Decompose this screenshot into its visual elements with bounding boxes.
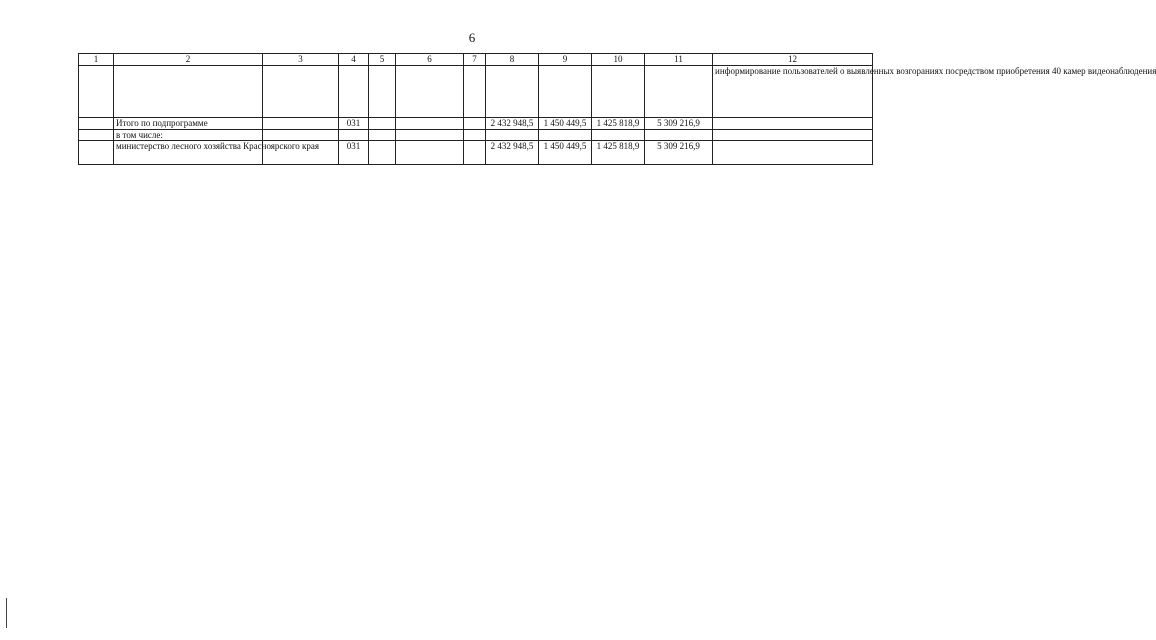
table-cell [369, 141, 396, 165]
table-cell [263, 118, 339, 130]
table-cell [396, 141, 464, 165]
table-cell [592, 66, 645, 118]
table-cell [592, 130, 645, 141]
table-row [79, 130, 873, 141]
table-cell [486, 130, 539, 141]
column-header: 10 [592, 54, 645, 66]
table-cell [263, 130, 339, 141]
table-row [79, 141, 873, 165]
table-cell [79, 141, 114, 165]
table-cell: 5 309 216,9 [645, 118, 713, 130]
page-number: 6 [468, 30, 476, 45]
table-cell [464, 118, 486, 130]
table-cell: 2 432 948,5 [486, 141, 539, 165]
column-header: 5 [369, 54, 396, 66]
column-header: 11 [645, 54, 713, 66]
table-cell [396, 118, 464, 130]
table-cell: Итого по подпрограмме [114, 118, 263, 130]
table-cell [369, 66, 396, 118]
column-header: 9 [539, 54, 592, 66]
column-header: 6 [396, 54, 464, 66]
table-cell: информирование пользователей о выявленных возгораниях посредством приобретения 40 камер видеонаблюдения [713, 66, 873, 118]
table-cell [486, 66, 539, 118]
table-cell [79, 66, 114, 118]
table-cell [539, 130, 592, 141]
table-cell: 1 450 449,5 [539, 118, 592, 130]
table-cell [396, 66, 464, 118]
table-cell [263, 66, 339, 118]
table-cell: в том числе: [114, 130, 263, 141]
scan-margin-line [6, 598, 7, 628]
column-header: 12 [713, 54, 873, 66]
table-cell: 1 425 818,9 [592, 141, 645, 165]
table-cell [79, 118, 114, 130]
table-cell [539, 66, 592, 118]
column-header: 4 [339, 54, 369, 66]
table-cell [339, 130, 369, 141]
table-cell [114, 66, 263, 118]
data-table [78, 53, 1156, 165]
table-cell [645, 66, 713, 118]
table-cell: министерство лесного хозяйства Красноярского края [114, 141, 263, 165]
table-cell [396, 130, 464, 141]
column-header: 8 [486, 54, 539, 66]
table-cell: 1 425 818,9 [592, 118, 645, 130]
table-cell [79, 130, 114, 141]
table-row [79, 118, 873, 130]
column-header: 3 [263, 54, 339, 66]
table-cell: 5 309 216,9 [645, 141, 713, 165]
table-cell [464, 141, 486, 165]
table-cell [645, 130, 713, 141]
column-header: 7 [464, 54, 486, 66]
table-cell [713, 130, 873, 141]
table-cell: 1 450 449,5 [539, 141, 592, 165]
table-cell [713, 141, 873, 165]
table-cell [713, 118, 873, 130]
table-header-row [79, 54, 873, 66]
table-cell: 031 [339, 141, 369, 165]
table-cell: 2 432 948,5 [486, 118, 539, 130]
column-header: 2 [114, 54, 263, 66]
table-row [79, 66, 873, 118]
table-cell [464, 130, 486, 141]
table-cell [464, 66, 486, 118]
table-cell: 031 [339, 118, 369, 130]
table-cell [369, 118, 396, 130]
table-cell [369, 130, 396, 141]
column-header: 1 [79, 54, 114, 66]
table-cell [339, 66, 369, 118]
